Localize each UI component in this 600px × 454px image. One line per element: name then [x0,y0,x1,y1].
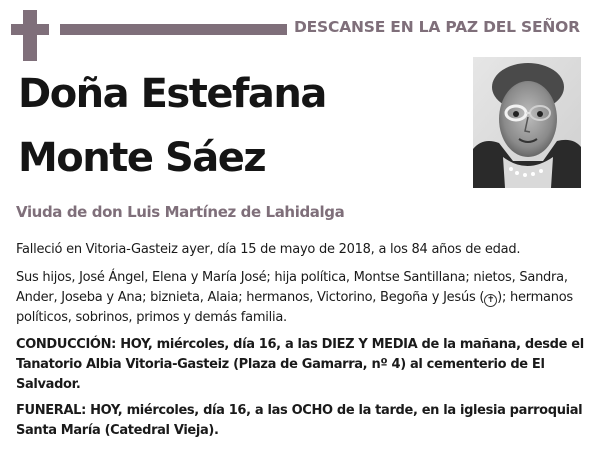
subtitle-widow: Viuda de don Luis Martínez de Lahidalga [16,203,345,221]
deceased-name-line1: Doña Estefana [18,71,326,117]
header-text: DESCANSE EN LA PAZ DEL SEÑOR [294,18,580,36]
death-notice: Falleció en Vitoria-Gasteiz ayer, día 15 de mayo de 2018, a los 84 años de edad. [16,242,521,257]
family-paragraph [16,268,590,328]
family-text-after: ); hermanos políticos, sobrinos, primos y demás familia. [16,290,573,325]
cross-icon-bar [11,24,49,35]
portrait-photo [473,57,581,188]
cross-in-circle-icon: ✝ [484,294,497,307]
header-divider [60,24,287,35]
deceased-name-line2: Monte Sáez [18,135,266,181]
conduccion-paragraph: CONDUCCIÓN: HOY, miércoles, día 16, a las DIEZ Y MEDIA de la mañana, desde el Tanatorio Albia Vitoria-Gasteiz (Plaza de Gamarra, nº 4) al cementerio de El Salvador. [16,337,584,392]
family-text-before: Sus hijos, José Ángel, Elena y María José; hija política, Montse Santillana; nietos, Sandra, Ander, Joseba y Ana; biznieta, Alaia; hermanos, Victorino, Begoña y Jesús ( [16,270,568,305]
funeral-paragraph: FUNERAL: HOY, miércoles, día 16, a las OCHO de la tarde, en la iglesia parroquial Santa María (Catedral Vieja). [16,403,583,438]
cross-icon [23,10,37,61]
